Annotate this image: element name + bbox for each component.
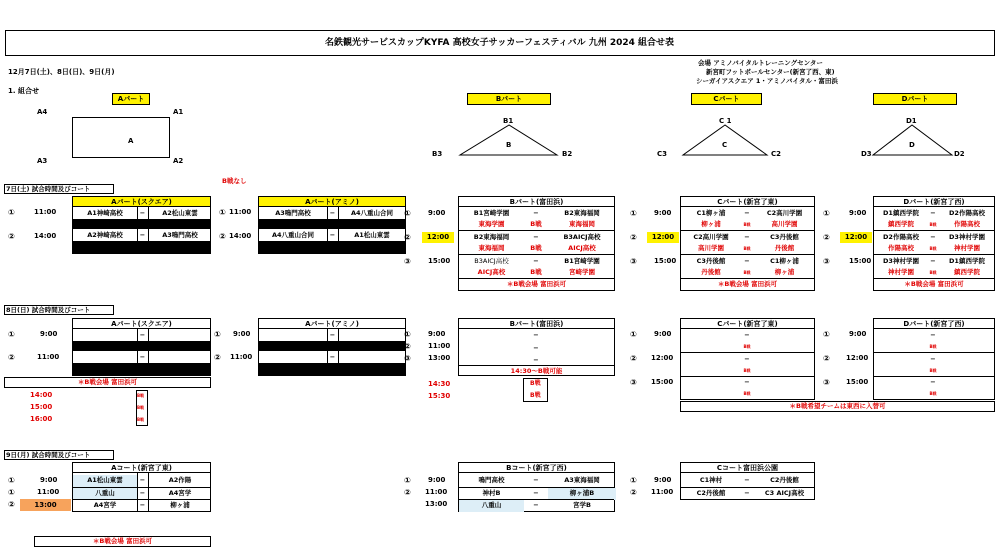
away-team: A2松山東雲 <box>162 209 198 217</box>
dates-label: 12月7日(土)、8日(日)、9日(月) <box>8 68 115 76</box>
day3-label: 9日(月) 試合時間及びコート <box>6 451 91 459</box>
match-time: 9:00 <box>233 330 251 338</box>
venue-line2: 新宮町フットボールセンター(新宮了西、東) <box>706 68 835 76</box>
part-d-label: Dパート <box>873 93 957 105</box>
match-time: 11:00 <box>37 488 60 496</box>
b-away: 鎮西学院 <box>954 268 980 276</box>
divider <box>459 254 614 255</box>
home-team: B2東海福岡 <box>473 233 510 241</box>
match-time: 15:00 <box>849 257 872 265</box>
venue-label: 会場 アミノバイタルトレーニングセンター <box>698 59 823 67</box>
day2-b-table <box>458 318 615 376</box>
diagram-a1: A1 <box>173 108 184 116</box>
home-team: D3神村学園 <box>883 257 919 265</box>
home-team: A3鳴門高校 <box>275 209 311 217</box>
match-number: ② <box>8 353 15 362</box>
match-number: ① <box>8 476 15 485</box>
match-time: 13:00 <box>428 354 451 362</box>
divider <box>874 352 994 353</box>
home-team: B3AICJ高校 <box>474 257 509 265</box>
divider <box>73 487 210 488</box>
diagram-b1: B1 <box>503 117 514 125</box>
diagram-c3: C3 <box>657 150 668 158</box>
b-match: B戦 <box>929 368 937 373</box>
away-team: C2丹後館 <box>770 476 799 484</box>
dash: − <box>930 233 936 241</box>
dash: − <box>744 233 750 241</box>
diagram-b3: B3 <box>432 150 443 158</box>
b-home: 東海福岡 <box>478 244 505 252</box>
match-time: 9:00 <box>849 330 867 338</box>
match-number: ① <box>823 330 830 339</box>
match-time: 9:00 <box>428 209 446 217</box>
home-team: 八重山 <box>459 500 524 512</box>
match-time: 13:00 <box>425 500 448 508</box>
away-team: D3神村学園 <box>949 233 985 241</box>
diagram-triangles <box>0 0 999 200</box>
match-time: 11:00 <box>229 208 252 216</box>
match-number: ① <box>404 476 411 485</box>
dash: − <box>533 476 539 484</box>
table-header: Cコート富田浜公園 <box>681 463 814 473</box>
match-number: ② <box>8 500 15 509</box>
dash: − <box>139 489 146 497</box>
day2-a-amino-table <box>258 318 406 376</box>
match-time: 9:00 <box>428 330 446 338</box>
b-match: B戦 <box>929 344 937 349</box>
table-header: Dパート(新宮了西) <box>874 197 994 207</box>
day3-c-table <box>680 462 815 500</box>
away-team: 柳ヶ浦 <box>170 501 190 509</box>
b-away: 宮崎学園 <box>569 268 595 276</box>
away-team: D1鎮西学院 <box>949 257 985 265</box>
b-home: 丹後館 <box>701 268 721 276</box>
home-team: A1神崎高校 <box>87 209 123 217</box>
b-extra-time: 14:30 <box>428 380 451 388</box>
match-number: ② <box>404 342 411 351</box>
table-header: Bパート(富田浜) <box>459 197 614 207</box>
match-time: 11:00 <box>37 353 60 361</box>
table-header: Dパート(新宮了西) <box>874 319 994 329</box>
extra-b: B戦 <box>137 393 145 398</box>
day1-a-square-table <box>72 196 211 254</box>
venue-line3: シーガイアスクエア 1・アミノバイタル・富田浜 <box>696 77 838 85</box>
dash: − <box>744 489 750 497</box>
b-extra: B戦 <box>530 392 541 399</box>
dash: − <box>533 501 539 509</box>
b-away: 作陽高校 <box>954 220 980 228</box>
dash: − <box>329 209 336 217</box>
dash: − <box>139 353 146 361</box>
diagram-d2: D2 <box>954 150 965 158</box>
match-time: 15:00 <box>654 257 677 265</box>
day3-note: ＊B戦会場 富田浜可 <box>92 537 153 545</box>
match-time: 9:00 <box>654 330 672 338</box>
dash: − <box>139 476 146 484</box>
match-time: 9:00 <box>654 209 672 217</box>
match-number: ② <box>823 354 830 363</box>
match-number: ② <box>404 488 411 497</box>
diagram-d: D <box>909 141 915 149</box>
divider <box>681 376 814 377</box>
match-time: 11:00 <box>230 353 253 361</box>
divider <box>681 487 814 488</box>
home-team: C1神村 <box>699 476 723 484</box>
home-team: C1柳ヶ浦 <box>696 209 726 217</box>
day3-a-table <box>72 462 211 512</box>
dash: − <box>139 331 146 339</box>
away-team: B2東海福岡 <box>564 209 600 217</box>
day2-a-note: ＊B戦会場 富田浜可 <box>77 378 138 386</box>
b-away: AICJ高校 <box>568 244 596 252</box>
table-header: Cパート(新宮了東) <box>681 197 814 207</box>
b-match: B戦 <box>743 246 751 251</box>
match-number: ③ <box>823 257 830 266</box>
match-time-highlight: 12:00 <box>840 232 872 243</box>
b-home: 鎮西学院 <box>888 220 914 228</box>
dash: − <box>744 257 750 265</box>
away-team: A4八重山合同 <box>350 209 394 217</box>
part-c-label: Cパート <box>691 93 762 105</box>
match-number: ① <box>214 330 221 339</box>
match-number: ③ <box>630 378 637 387</box>
diagram-d1: D1 <box>906 117 917 125</box>
match-time: 9:00 <box>428 476 446 484</box>
divider <box>681 230 814 231</box>
extra-b: B戦 <box>137 417 145 422</box>
home-team: 鳴門高校 <box>478 476 505 484</box>
b-match: B戦 <box>743 391 751 396</box>
match-number: ① <box>823 209 830 218</box>
b-extra: B戦 <box>530 380 541 387</box>
table-header: Cパート(新宮了東) <box>681 319 814 329</box>
divider <box>327 207 328 253</box>
day1-label: 7日(土) 試合時間及びコート <box>6 185 91 193</box>
blank-row <box>259 241 405 254</box>
match-time: 11:00 <box>425 488 448 496</box>
b-home: 神村学園 <box>888 268 914 276</box>
dash: − <box>533 331 539 339</box>
table-header: Aパート(スクエア) <box>73 319 210 329</box>
match-number: ② <box>214 353 221 362</box>
match-time-highlight: 12:00 <box>647 232 679 243</box>
table-header: Aパート(アミノ) <box>259 197 405 207</box>
extra-time: 16:00 <box>30 415 53 423</box>
match-time: 15:00 <box>651 378 674 386</box>
match-number: ① <box>630 476 637 485</box>
table-header: Aパート(アミノ) <box>259 319 405 329</box>
home-team: A4宮学 <box>93 501 117 509</box>
match-time: 11:00 <box>428 342 451 350</box>
day3-b-table <box>458 462 615 512</box>
match-number: ③ <box>404 354 411 363</box>
diagram-c: C <box>722 141 728 149</box>
match-number: ① <box>8 330 15 339</box>
diagram-a3: A3 <box>37 157 48 165</box>
away-team: C2高川学園 <box>766 209 803 217</box>
b-home: 作陽高校 <box>888 244 914 252</box>
b-home: 東海学園 <box>478 220 505 228</box>
divider <box>459 499 614 500</box>
dash: − <box>329 231 336 239</box>
match-number: ① <box>219 208 226 217</box>
day1-c-table <box>680 196 815 291</box>
away-team: A4宮学 <box>168 489 192 497</box>
venue-note: ＊B戦会場 富田浜可 <box>717 280 778 288</box>
dash: − <box>930 257 936 265</box>
divider <box>137 329 138 375</box>
b-match: B戦 <box>743 344 751 349</box>
dash: − <box>533 489 539 497</box>
divider <box>874 230 994 231</box>
b-match: B戦 <box>929 246 937 251</box>
dash: − <box>930 209 936 217</box>
home-team: A1松山東雲 <box>73 475 137 487</box>
triangle-b <box>460 125 557 155</box>
divider <box>338 207 339 253</box>
away-team: D2作陽高校 <box>949 209 985 217</box>
dash: − <box>139 209 146 217</box>
cd-note: ＊B戦希望チームは東西に入替可 <box>789 402 886 410</box>
match-time: 11:00 <box>34 208 57 216</box>
match-number: ① <box>404 330 411 339</box>
divider <box>338 329 339 375</box>
match-number: ① <box>404 209 411 218</box>
match-number: ③ <box>404 257 411 266</box>
match-number: ③ <box>823 378 830 387</box>
part-a-label: Aパート <box>112 93 150 105</box>
match-number: ① <box>630 330 637 339</box>
home-team: C2丹後館 <box>696 489 726 497</box>
dash: − <box>744 209 750 217</box>
dash: − <box>533 257 539 265</box>
dash: − <box>533 209 539 217</box>
home-team: B1宮崎学園 <box>473 209 510 217</box>
divider <box>327 329 328 375</box>
dash: − <box>930 378 936 386</box>
match-time: 15:00 <box>846 378 869 386</box>
extra-time: 14:00 <box>30 391 53 399</box>
part-b-label: Bパート <box>467 93 551 105</box>
b-home: 高川学園 <box>698 244 724 252</box>
match-number: ① <box>8 208 15 217</box>
match-number: ② <box>404 233 411 242</box>
home-team: C2高川学園 <box>693 233 729 241</box>
blank-row <box>73 219 210 229</box>
match-time: 12:00 <box>846 354 869 362</box>
b-away: 神村学園 <box>954 244 980 252</box>
table-header: Aコート(新宮了東) <box>73 463 210 473</box>
b-away: 柳ヶ浦 <box>774 268 795 276</box>
b-home: 柳ヶ浦 <box>701 220 721 228</box>
dash: − <box>533 356 539 364</box>
blank-row <box>73 341 210 351</box>
day1-b-table <box>458 196 615 291</box>
b-away: 高川学園 <box>771 220 798 228</box>
diagram-a2: A2 <box>173 157 184 165</box>
divider <box>874 254 994 255</box>
away-team: A2作陽 <box>168 476 192 484</box>
dash: − <box>744 355 750 363</box>
diagram-c2: C2 <box>771 150 782 158</box>
divider <box>681 254 814 255</box>
away-team: A3東海福岡 <box>564 476 600 484</box>
dash: − <box>329 353 336 361</box>
divider <box>459 487 614 488</box>
section-heading: 1. 組合せ <box>8 87 39 95</box>
day1-d-table <box>873 196 995 291</box>
b-match: B戦 <box>929 222 937 227</box>
home-team: A4八重山合同 <box>271 231 315 239</box>
diagram-a4: A4 <box>37 108 48 116</box>
away-team: B3AICJ高校 <box>563 233 601 241</box>
match-time: 11:00 <box>651 488 674 496</box>
away-team: C3丹後館 <box>770 233 799 241</box>
dash: − <box>533 233 539 241</box>
b-extra-time: 15:30 <box>428 392 451 400</box>
home-team: 八重山 <box>73 488 137 500</box>
b-match: B戦 <box>530 268 542 276</box>
dash: − <box>930 331 936 339</box>
match-time: 9:00 <box>40 476 58 484</box>
day2-label: 8日(日) 試合時間及びコート <box>6 306 91 314</box>
divider <box>73 499 210 500</box>
dash: − <box>139 501 146 509</box>
b-match: B戦 <box>743 222 751 227</box>
blank-row <box>259 219 405 229</box>
dash: − <box>744 378 750 386</box>
triangle-c <box>683 125 767 155</box>
divider <box>148 473 149 511</box>
home-team: D2作陽高校 <box>883 233 919 241</box>
table-header: Bパート(富田浜) <box>459 319 614 329</box>
divider <box>459 230 614 231</box>
b-away: 丹後館 <box>774 244 795 252</box>
day2-a-square-table <box>72 318 211 376</box>
match-time-highlight: 13:00 <box>20 499 71 511</box>
away-team: C1柳ヶ浦 <box>770 257 799 265</box>
venue-note: ＊B戦会場 富田浜可 <box>506 280 567 288</box>
divider <box>874 376 994 377</box>
divider <box>137 473 138 511</box>
match-number: ② <box>630 233 637 242</box>
dash: − <box>744 331 750 339</box>
b-match: B戦 <box>743 368 751 373</box>
blank-row <box>259 341 405 351</box>
match-time: 12:00 <box>651 354 674 362</box>
blank-row <box>73 241 210 254</box>
match-time: 14:00 <box>229 232 252 240</box>
away-team: 柳ヶ浦B <box>548 488 616 500</box>
home-team: A2神崎高校 <box>87 231 123 239</box>
diagram-b2: B2 <box>562 150 573 158</box>
away-team: 宮学B <box>573 501 591 509</box>
b-match: B戦 <box>530 244 542 252</box>
match-number: ① <box>8 488 15 497</box>
match-time: 9:00 <box>40 330 58 338</box>
b-match: B戦 <box>929 391 937 396</box>
match-number: ② <box>8 232 15 241</box>
dash: − <box>533 344 539 352</box>
home-team: 神村B <box>482 489 501 497</box>
extra-b: B戦 <box>137 405 145 410</box>
page-title: 名鉄観光サービスカップKYFA 高校女子サッカーフェスティバル 九州 2024 組合せ表 <box>324 38 675 48</box>
divider <box>148 329 149 375</box>
day2-d-table <box>873 318 995 400</box>
b-match-none-note: B戦なし <box>222 177 247 185</box>
match-time: 9:00 <box>654 476 672 484</box>
blank-row <box>259 363 405 376</box>
home-team: C3丹後館 <box>696 257 726 265</box>
triangle-d <box>873 125 952 155</box>
table-header: Aパート(スクエア) <box>73 197 210 207</box>
venue-note: ＊B戦会場 富田浜可 <box>904 280 964 288</box>
blank-row <box>73 363 210 376</box>
b-note: 14:30〜B戦可能 <box>510 367 563 375</box>
match-number: ② <box>630 488 637 497</box>
divider <box>681 352 814 353</box>
b-match: B戦 <box>530 220 542 228</box>
b-match: B戦 <box>929 270 937 275</box>
diagram-c1: C 1 <box>719 117 732 125</box>
b-home: AICJ高校 <box>477 268 506 276</box>
diagram-d3: D3 <box>861 150 872 158</box>
home-team: D1鎮西学院 <box>883 209 919 217</box>
match-time: 14:00 <box>34 232 57 240</box>
match-time-highlight: 12:00 <box>422 232 454 243</box>
match-number: ① <box>630 209 637 218</box>
match-number: ② <box>630 354 637 363</box>
away-team: A1松山東雲 <box>354 231 390 239</box>
dash: − <box>930 355 936 363</box>
diagram-a-center: A <box>128 137 134 145</box>
b-match: B戦 <box>743 270 751 275</box>
day2-c-table <box>680 318 815 400</box>
b-away: 東海福岡 <box>569 220 595 228</box>
match-number: ③ <box>630 257 637 266</box>
away-team: C3 AICJ高校 <box>764 489 805 497</box>
diagram-b: B <box>506 141 512 149</box>
match-number: ② <box>823 233 830 242</box>
match-time: 9:00 <box>849 209 867 217</box>
away-team: A3鳴門高校 <box>162 231 198 239</box>
divider <box>148 207 149 253</box>
match-number: ② <box>219 232 226 241</box>
table-header: Bコート(新宮了西) <box>459 463 614 473</box>
extra-time: 15:00 <box>30 403 53 411</box>
divider <box>137 207 138 253</box>
dash: − <box>139 231 146 239</box>
match-time: 15:00 <box>428 257 451 265</box>
away-team: B1宮崎学園 <box>564 257 600 265</box>
dash: − <box>744 476 750 484</box>
dash: − <box>329 331 336 339</box>
day1-a-amino-table <box>258 196 406 254</box>
